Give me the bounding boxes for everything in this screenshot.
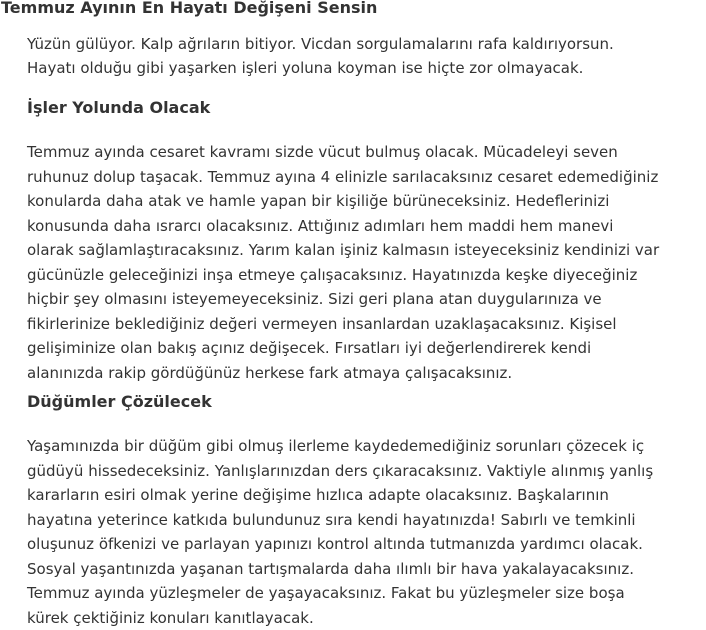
paragraph-line: fikirlerinize beklediğiniz değeri vermeyen insanlardan uzaklaşacaksınız. Kişisel	[27, 312, 689, 337]
paragraph-line: hayatına yeterince katkıda bulundunuz sıra kendi hayatınızda! Sabırlı ve temkinli	[27, 508, 689, 533]
section-heading-dugumler: Düğümler Çözülecek	[27, 390, 212, 414]
paragraph-line: Sosyal yaşantınızda yaşanan tartışmalarda daha ılımlı bir hava yakalayacaksınız.	[27, 557, 689, 582]
paragraph-line: kararların esiri olmak yerine değişime hızlıca adapte olacaksınız. Başkalarının	[27, 483, 689, 508]
paragraph-line: Temmuz ayında yüzleşmeler de yaşayacaksınız. Fakat bu yüzleşmeler size boşa	[27, 581, 689, 606]
paragraph-line: güdüyü hissedeceksiniz. Yanlışlarınızdan ders çıkaracaksınız. Vaktiyle alınmış yanlış	[27, 459, 689, 484]
paragraph-line: konusunda daha ısrarcı olacaksınız. Attığınız adımları hem maddi hem manevi	[27, 214, 689, 239]
paragraph-line: gücünüzle geleceğinizi inşa etmeye çalışacaksınız. Hayatınızda keşke diyeceğiniz	[27, 263, 689, 288]
section-heading-isler-yolunda: İşler Yolunda Olacak	[27, 96, 210, 120]
paragraph-line: alanınızda rakip gördüğünüz herkese fark atmaya çalışacaksınız.	[27, 361, 689, 386]
intro-paragraph	[27, 32, 677, 80]
paragraph-line: oluşunuz öfkenizi ve parlayan yapınızı kontrol altında tutmanızda yardımcı olacak.	[27, 532, 689, 557]
paragraph-line: olarak sağlamlaştıracaksınız. Yarım kalan işiniz kalmasın isteyeceksiniz kendinizi var	[27, 238, 689, 263]
paragraph-line: hiçbir şey olmasını isteyemeyeceksiniz. Sizi geri plana atan duygularınıza ve	[27, 287, 689, 312]
section-paragraph-dugumler	[27, 434, 689, 630]
paragraph-line: ruhunuz dolup taşacak. Temmuz ayına 4 elinizle sarılacaksınız cesaret edemediğiniz	[27, 165, 689, 190]
section-paragraph-isler-yolunda	[27, 140, 689, 385]
paragraph-line: gelişiminize olan bakış açınız değişecek. Fırsatları iyi değerlendirerek kendi	[27, 336, 689, 361]
article-title: Temmuz Ayının En Hayatı Değişeni Sensin	[1, 0, 377, 20]
paragraph-line: Temmuz ayında cesaret kavramı sizde vücut bulmuş olacak. Mücadeleyi seven	[27, 140, 689, 165]
paragraph-line: kürek çektiğiniz konuları kanıtlayacak.	[27, 606, 689, 630]
intro-line: Hayatı olduğu gibi yaşarken işleri yoluna koyman ise hiçte zor olmayacak.	[27, 56, 677, 80]
paragraph-line: konularda daha atak ve hamle yapan bir kişiliğe bürüneceksiniz. Hedeflerinizi	[27, 189, 689, 214]
paragraph-line: Yaşamınızda bir düğüm gibi olmuş ilerleme kaydedemediğiniz sorunları çözecek iç	[27, 434, 689, 459]
intro-line: Yüzün gülüyor. Kalp ağrıların bitiyor. Vicdan sorgulamalarını rafa kaldırıyorsun.	[27, 32, 677, 56]
